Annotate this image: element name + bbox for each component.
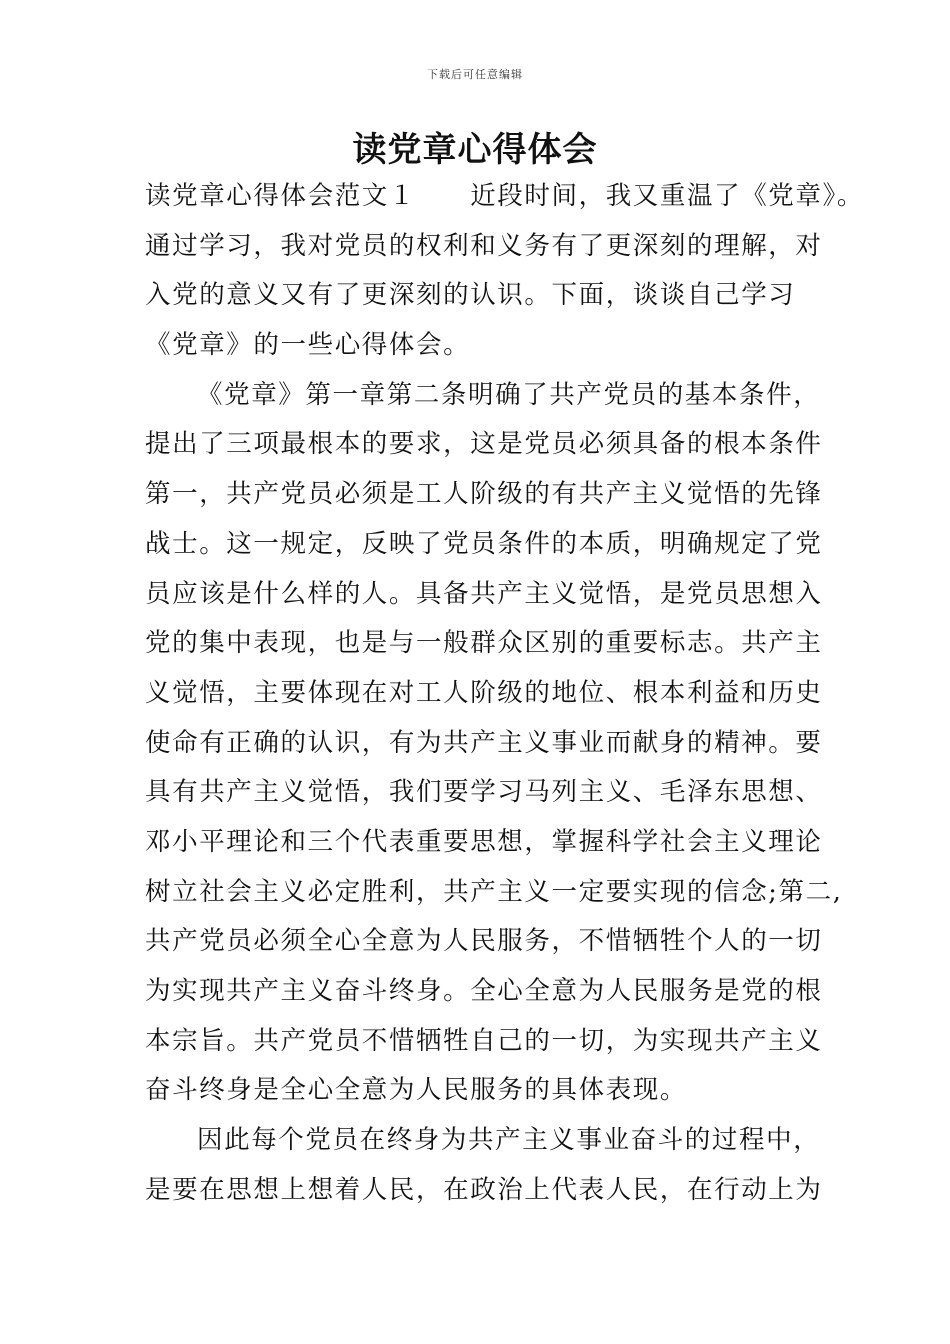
text-line: 入党的意义又有了更深刻的认识。下面，谈谈自己学习 [145, 280, 796, 311]
text-line: 树立社会主义必定胜利，共产主义一定要实现的信念;第二, [145, 876, 843, 907]
text-line: 邓小平理论和三个代表重要思想，掌握科学社会主义理论 [145, 826, 823, 857]
document-body [145, 172, 864, 1215]
text-line: 员应该是什么样的人。具备共产主义觉悟，是党员思想入 [145, 578, 823, 609]
text-line: 本宗旨。共产党员不惜牺牲自己的一切，为实现共产主义 [145, 1025, 823, 1056]
text-line: 战士。这一规定，反映了党员条件的本质，明确规定了党 [145, 528, 823, 559]
text-line: 读党章心得体会范文１ 近段时间，我又重温了《党章》。 [145, 181, 864, 211]
text-line: 是要在思想上想着人民，在政治上代表人民，在行动上为 [145, 1174, 823, 1205]
text-line: 通过学习，我对党员的权利和义务有了更深刻的理解，对 [145, 230, 823, 261]
text-line: 义觉悟，主要体现在对工人阶级的地位、根本利益和历史 [145, 677, 823, 708]
text-line: 奋斗终身是全心全意为人民服务的具体表现。 [145, 1075, 688, 1106]
text-line: 党的集中表现，也是与一般群众区别的重要标志。共产主 [145, 628, 823, 659]
text-line: 《党章》的一些心得体会。 [145, 330, 471, 361]
document-title: 读党章心得体会 [352, 130, 598, 170]
text-line: 提出了三项最根本的要求，这是党员必须具备的根本条件 [145, 429, 823, 460]
text-line: 为实现共产主义奋斗终身。全心全意为人民服务是党的根 [145, 976, 823, 1006]
text-line: 第一，共产党员必须是工人阶级的有共产主义觉悟的先锋 [145, 479, 823, 510]
text-line: 共产党员必须全心全意为人民服务，不惜牺牲个人的一切 [145, 926, 823, 957]
header-note: 下载后可任意编辑 [427, 68, 523, 81]
text-line: 具有共产主义觉悟，我们要学习马列主义、毛泽东思想、 [145, 777, 823, 808]
paragraph-start-line: 《党章》第一章第二条明确了共产党员的基本条件， [197, 379, 821, 410]
text-line: 使命有正确的认识，有为共产主义事业而献身的精神。要 [145, 727, 823, 758]
paragraph-start-line: 因此每个党员在终身为共产主义事业奋斗的过程中， [197, 1125, 821, 1156]
